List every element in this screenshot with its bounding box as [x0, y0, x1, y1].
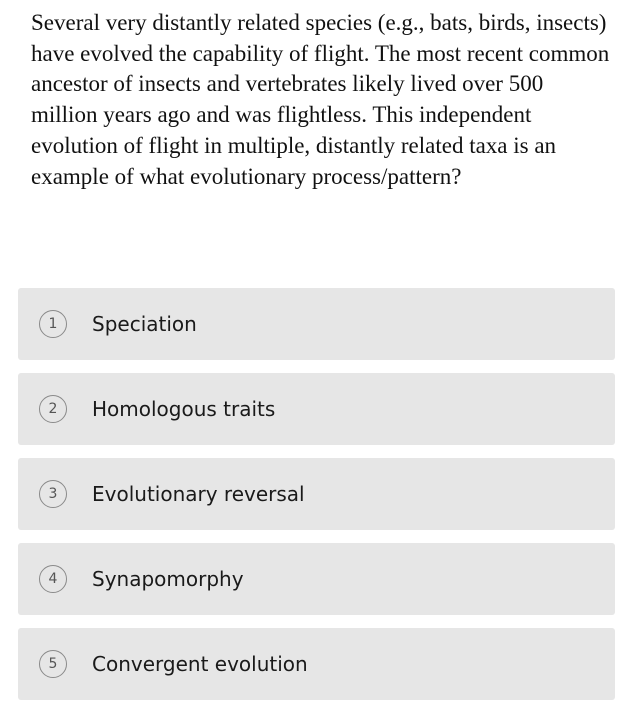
option-2[interactable]	[18, 373, 615, 445]
question-text: Several very distantly related species (e.g., bats, birds, insects) have evolved the capability of flight. The most recent common ancestor of insects and vertebrates likely lived over 500 million years ago and was flightless. This independent evolution of flight in multiple, distantly related taxa is an example of what evolutionary process/pattern?	[31, 10, 610, 189]
option-3[interactable]	[18, 458, 615, 530]
option-label: Convergent evolution	[92, 652, 308, 676]
option-number-badge: 5	[39, 650, 67, 678]
option-number-badge: 4	[39, 565, 67, 593]
option-number-badge: 1	[39, 310, 67, 338]
option-number-badge: 3	[39, 480, 67, 508]
option-label: Evolutionary reversal	[92, 482, 305, 506]
option-4[interactable]	[18, 543, 615, 615]
option-label: Speciation	[92, 312, 197, 336]
option-label: Synapomorphy	[92, 567, 244, 591]
answer-options	[18, 288, 615, 713]
option-label: Homologous traits	[92, 397, 276, 421]
option-5[interactable]	[18, 628, 615, 700]
option-1[interactable]	[18, 288, 615, 360]
option-number-badge: 2	[39, 395, 67, 423]
